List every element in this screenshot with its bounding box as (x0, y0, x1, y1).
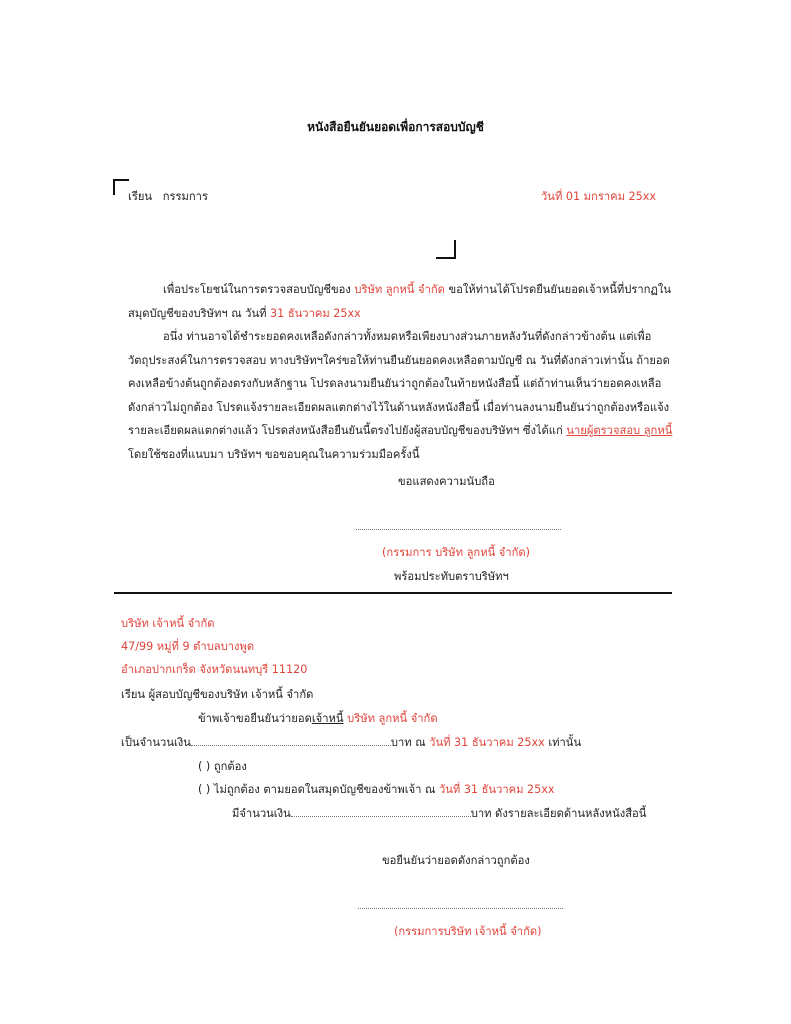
letter-date: วันที่ 01 มกราคม 25xx (541, 190, 656, 203)
creditor-address-line-1: 47/99 หมู่ที่ 9 ตำบลบางพูด (121, 640, 255, 653)
instruction-line-5 (128, 419, 672, 443)
amount-date: วันที่ 31 ธันวาคม 25xx (429, 736, 545, 749)
closing-text: ขอแสดงความนับถือ (398, 475, 495, 488)
confirm-line (198, 709, 438, 727)
option-correct[interactable]: ( ) ถูกต้อง (198, 760, 247, 773)
confirm-company: บริษัท ลูกหนี้ จำกัด (343, 712, 438, 725)
stamp-note: พร้อมประทับตราบริษัทฯ (394, 570, 509, 583)
creditor-company: บริษัท เจ้าหนี้ จำกัด (121, 617, 215, 630)
option-incorrect-date: วันที่ 31 ธันวาคม 25xx (438, 783, 555, 796)
intro-text: เพื่อประโยชน์ในการตรวจสอบบัญชีของ (163, 283, 355, 296)
recipient-value: กรรมการ (162, 190, 208, 203)
difference-text: บาท ดังรายละเอียดด้านหลังหนังสือนี้ (470, 807, 647, 820)
intro-text: ขอให้ท่านได้โปรดยืนยันยอดเจ้าหนี้ที่ปรากฏใน (444, 283, 672, 296)
address-window-corner-top-left (113, 179, 129, 195)
instruction-line-4: ดังกล่าวไม่ถูกต้อง โปรดแจ้งรายละเอียดผลแตกต่างไว้ในด้านหลังหนังสือนี้ เมื่อท่านลงนามยืนยันว่าถูกต้องหรือแจ้ง (128, 400, 670, 414)
difference-blank[interactable] (291, 808, 471, 817)
option-incorrect[interactable] (198, 780, 555, 798)
creditor-signatory: (กรรมการบริษัท เจ้าหนี้ จำกัด) (394, 925, 542, 938)
difference-label: มีจำนวนเงิน (232, 807, 291, 820)
auditor-name: นายผู้ตรวจสอบ ลูกหนี้ (566, 424, 673, 437)
recipient-label: เรียน (128, 190, 153, 203)
difference-line (232, 804, 646, 822)
instruction-text: รายละเอียดผลแตกต่างแล้ว โปรดส่งหนังสือยืนยันนี้ตรงไปยังผู้สอบบัญชีของบริษัทฯ ซึ่งได้แก่ (128, 424, 567, 437)
intro-text: สมุดบัญชีของบริษัทฯ ณ วันที่ (128, 306, 271, 320)
creditor-address-line-2: อำเภอปากเกร็ด จังหวัดนนทบุรี 11120 (121, 663, 308, 676)
balance-date: 31 ธันวาคม 25xx (270, 306, 361, 320)
instruction-line-6: โดยใช้ซองที่แนบมา บริษัทฯ ขอขอบคุณในความร่วมมือครั้งนี้ (128, 447, 420, 461)
signature-line-debtor (356, 521, 561, 530)
instruction-line-2: วัตถุประสงค์ในการตรวจสอบ ทางบริษัทฯใคร่ขอให้ท่านยืนยันยอดคงเหลือตามบัญชี ณ วันที่ดังกล่าวเท่านั้น ถ้ายอด (128, 353, 670, 367)
intro-line-1 (128, 278, 671, 302)
debtor-company: บริษัท ลูกหนี้ จำกัด (354, 283, 445, 296)
creditor-underlined: เจ้าหนี้ (311, 712, 344, 725)
instruction-paragraph (128, 325, 672, 466)
amount-text: บาท ณ (390, 736, 430, 749)
signature-line-creditor (358, 900, 563, 909)
debtor-signatory: (กรรมการ บริษัท ลูกหนี้ จำกัด) (382, 546, 531, 559)
address-window-corner-bottom-right (436, 240, 456, 259)
confirm-text: ข้าพเจ้าขอยืนยันว่ายอด (198, 712, 312, 725)
intro-paragraph (128, 278, 671, 325)
intro-line-2 (128, 302, 671, 326)
recipient-line (128, 187, 208, 205)
instruction-line-3: คงเหลือข้างต้นถูกต้องตรงกับหลักฐาน โปรดลงนามยืนยันว่าถูกต้องในท้ายหนังสือนี้ แต่ถ้าท่านเห็นว่ายอดคงเหลือ (128, 377, 662, 390)
page-title: หนังสือยืนยันยอดเพื่อการสอบบัญชี (307, 120, 484, 134)
instruction-line-1: อนึ่ง ท่านอาจได้ชำระยอดคงเหลือดังกล่าวทั้งหมดหรือเพียงบางส่วนภายหลังวันที่ดังกล่าวข้างต้น แต่เพื่อ (163, 330, 652, 343)
reply-recipient: เรียน ผู้สอบบัญชีของบริษัท เจ้าหนี้ จำกัด (121, 688, 314, 701)
affirm-text: ขอยืนยันว่ายอดดังกล่าวถูกต้อง (382, 854, 530, 867)
amount-line (121, 733, 581, 751)
amount-label: เป็นจำนวนเงิน (121, 736, 191, 749)
option-incorrect-text: ( ) ไม่ถูกต้อง ตามยอดในสมุดบัญชีของข้าพเจ้า ณ (198, 783, 439, 796)
amount-text: เท่านั้น (544, 736, 582, 749)
amount-blank[interactable] (191, 737, 391, 746)
tear-off-divider (114, 592, 672, 594)
